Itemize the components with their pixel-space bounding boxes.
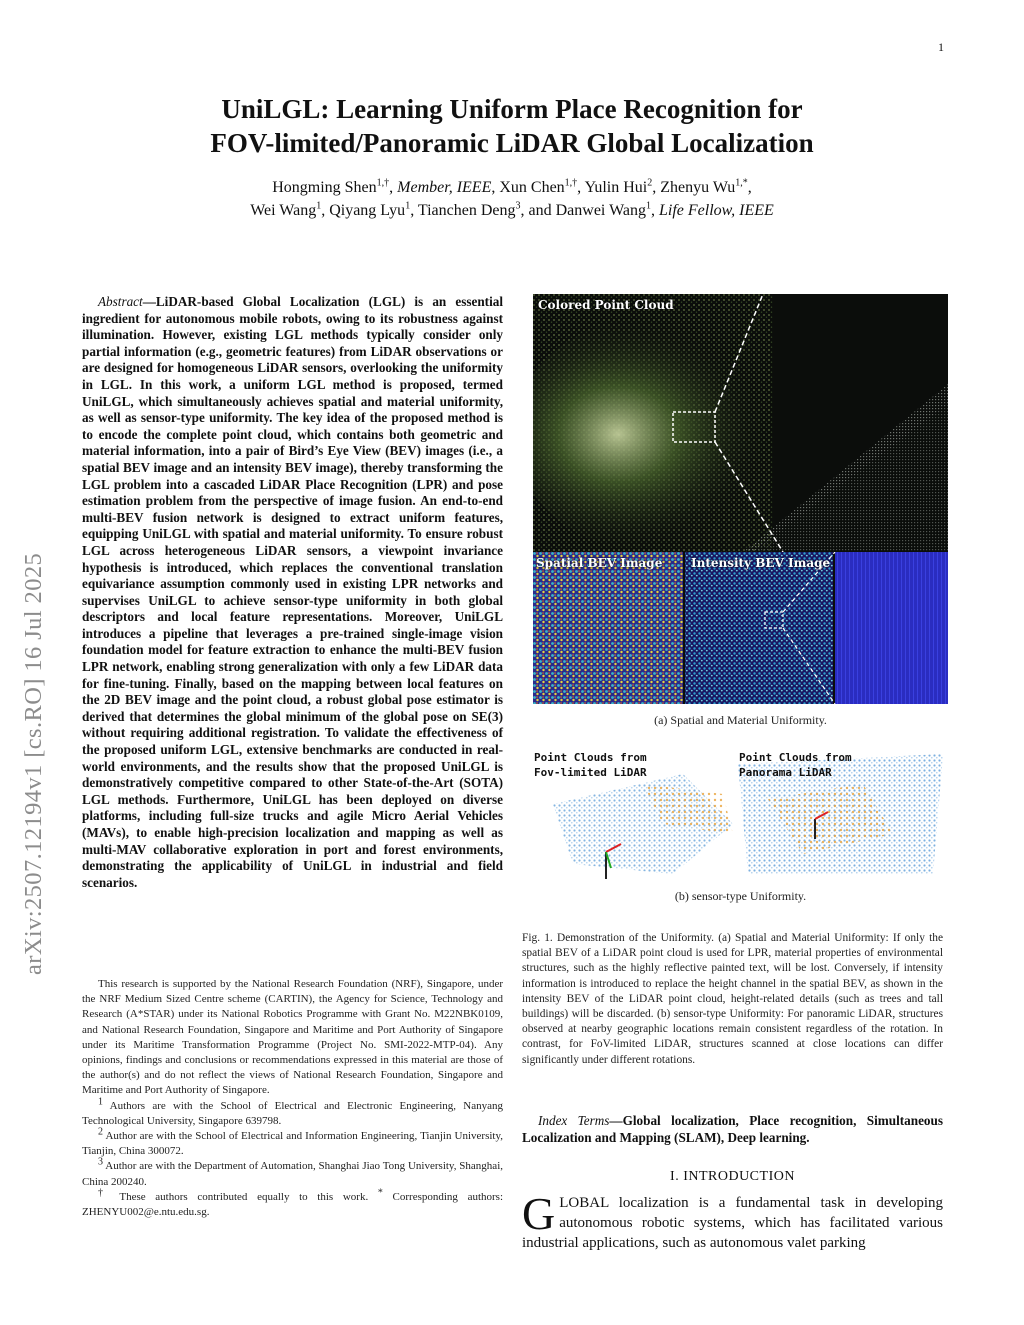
label-panorama: Point Clouds from Panorama LiDAR <box>739 751 852 779</box>
title-line-1: UniLGL: Learning Uniform Place Recognition for <box>221 94 803 124</box>
colored-point-cloud-image <box>533 294 948 552</box>
abstract-body: —LiDAR-based Global Localization (LGL) is an essential ingredient for autonomous mobile robots, owing to its robustness against illumination. However, existing LGL methods typically consider only partial information (e.g., geometric features) from LiDAR observations or are designed for homogeneous LiDAR sensors, overlooking the uniformity in LGL. In this work, a uniform LGL method is proposed, termed UniLGL, which simultaneously achieves spatial and material uniformity, as well as sensor-type uniformity. The key idea of the proposed method is to encode the complete point cloud, which contains both geometric and material information, into a pair of Bird’s Eye View (BEV) images (i.e., a spatial BEV image and an intensity BEV image), thereby transforming the LGL problem into a cascaded LiDAR Place Recognition (LPR) and pose estimation problem from the perspective of image fusion. An end-to-end multi-BEV fusion network is designed to extract uniform features, equipping UniLGL with spatial and material uniformity. To ensure robust LGL across heterogeneous LiDAR sensors, a viewpoint invariance hypothesis is introduced, which replaces the conventional translation equivariance assumption commonly used in existing LPR networks and supervises UniLGL to achieve sensor-type uniformity in both global descriptors and local feature representations. Moreover, UniLGL introduces a pipeline that leverages a pre-trained single-image vision foundation model for feature extraction to enhance the multi-BEV fusion LPR network, enabling strong generalization with only a few LiDAR data for fine-tuning. Finally, based on the mapping between local features on the 2D BEV image and the point cloud, a robust global pose estimator is derived that determines the global minimum of the global pose on SE(3) without requiring additional registration. To validate the effectiveness of the proposed uniform LGL, extensive benchmarks are conducted in real-world environments, and the results show that the proposed UniLGL is demonstratively competitive compared to other State-of-the-Art (SOTA) LGL methods. Furthermore, UniLGL has been deployed on diverse platforms, including full-size trucks and agile Micro Aerial Vehicles (MAVs), to enable high-precision localization and mapping as well as multi-MAV collaborative exploration in port and forest environments, demonstrating the applicability of UniLGL in industrial and field scenarios. <box>82 294 503 890</box>
page-number: 1 <box>938 40 944 54</box>
left-column <box>82 294 503 891</box>
intro-text: LOBAL localization is a fundamental task in developing autonomous robotic systems, which has facilitated various industrial applications, such as autonomous valet parking <box>522 1195 943 1251</box>
introduction-paragraph <box>522 1188 943 1253</box>
affiliation-note-1: $^1$ Authors are with the School of Electrical and Electronic Engineering, Nanyang Technological University, Singapore 639798. <box>82 1095 503 1127</box>
author-line-1: Hongming Shen$^{1,\dagger}$, Member, IEEE, Xun Chen$^{1,\dagger}$, Yulin Hui$^2$, Zhenyu $Wu^{1,*}$, <box>272 177 752 196</box>
affiliation-note-3: $^3$ Author are with the Department of Automation, Shanghai Jiao Tong University, Shanghai, China 200240. <box>82 1156 503 1188</box>
author-list <box>120 176 904 222</box>
subcaption-b: (b) sensor-type Uniformity. <box>674 889 807 903</box>
label-colored-point-cloud: Colored Point Cloud <box>538 298 674 312</box>
title-line-2: FOV-limited/Panoramic LiDAR Global Localization <box>210 128 814 158</box>
label-spatial-bev: Spatial BEV Image <box>536 556 663 570</box>
footnotes <box>82 977 503 1220</box>
index-terms <box>522 1113 943 1146</box>
abstract-lead: Abstract <box>98 294 143 309</box>
author-line-2: Wei Wang$^1$, Qiyang Lyu$^1$, Tianchen Deng$^3$, and Danwei Wang$^1$, Life Fellow, IEEE <box>250 200 774 219</box>
figure-spatial-material <box>533 294 948 704</box>
figure-caption: Fig. 1. Demonstration of the Uniformity. (a) Spatial and Material Uniformity: If only the spatial BEV of a LiDAR point cloud is used for LPR, material properties of environmental structures, such as the highly reflective painted text, will be lost. Conversely, if intensity information is introduced to replace the height channel in the spatial BEV, as shown in the intensity BEV of the LiDAR point cloud, height-related details (such as trees and tall buildings) will be discarded. (b) sensor-type Uniformity: For panoramic LiDAR, structures observed at nearby geographic locations remain consistent regardless of the rotation. In contrast, for FoV-limited LiDAR, structures scanned at close locations can differ significantly under different rotations. <box>522 932 943 1066</box>
bev-images <box>533 552 948 704</box>
dropcap: G <box>522 1188 556 1239</box>
index-terms-lead: Index Terms <box>538 1113 610 1128</box>
section-heading: I. INTRODUCTION <box>670 1169 795 1184</box>
funding-note: This research is supported by the National Research Foundation (NRF), Singapore, under the NRF Medium Sized Centre scheme (CARTIN), the Agency for Science, Technology and Research (A*STAR) under its National Robotics Programme with Grant No. M22NBK0109, and National Research Foundation, Singapore and Maritime and Port Authority of Singapore under its Maritime Transformation Programme (Project No. SMI-2022-MTP-04). Any opinions, findings and conclusions or recommendations expressed in this material are those of the author(s) and do not reflect the views of National Research Foundation, Singapore and Maritime and Port Authority of Singapore. <box>82 978 503 1097</box>
subcaption-a: (a) Spatial and Material Uniformity. <box>654 713 827 727</box>
paper-title <box>120 92 904 160</box>
abstract <box>82 294 503 891</box>
equal-contribution-note: † These authors contributed equally to this work. * Corresponding authors: ZHENYU002@e.ntu.edu.sg. <box>82 1187 504 1219</box>
figure-sensor-type <box>533 744 948 884</box>
index-terms-body: —Global localization, Place recognition, Simultaneous Localization and Mapping (SLAM), Deep learning. <box>522 1113 943 1145</box>
label-intensity-bev: Intensity BEV Image <box>691 556 831 570</box>
label-fov-limited: Point Clouds from Fov-limited LiDAR <box>534 751 647 779</box>
arxiv-identifier: arXiv:2507.12194v1 [cs.RO] 16 Jul 2025 <box>20 552 47 975</box>
affiliation-note-2: $^2$ Author are with the School of Electrical and Information Engineering, Tianjin University, Tianjin, China 300072. <box>82 1126 503 1158</box>
